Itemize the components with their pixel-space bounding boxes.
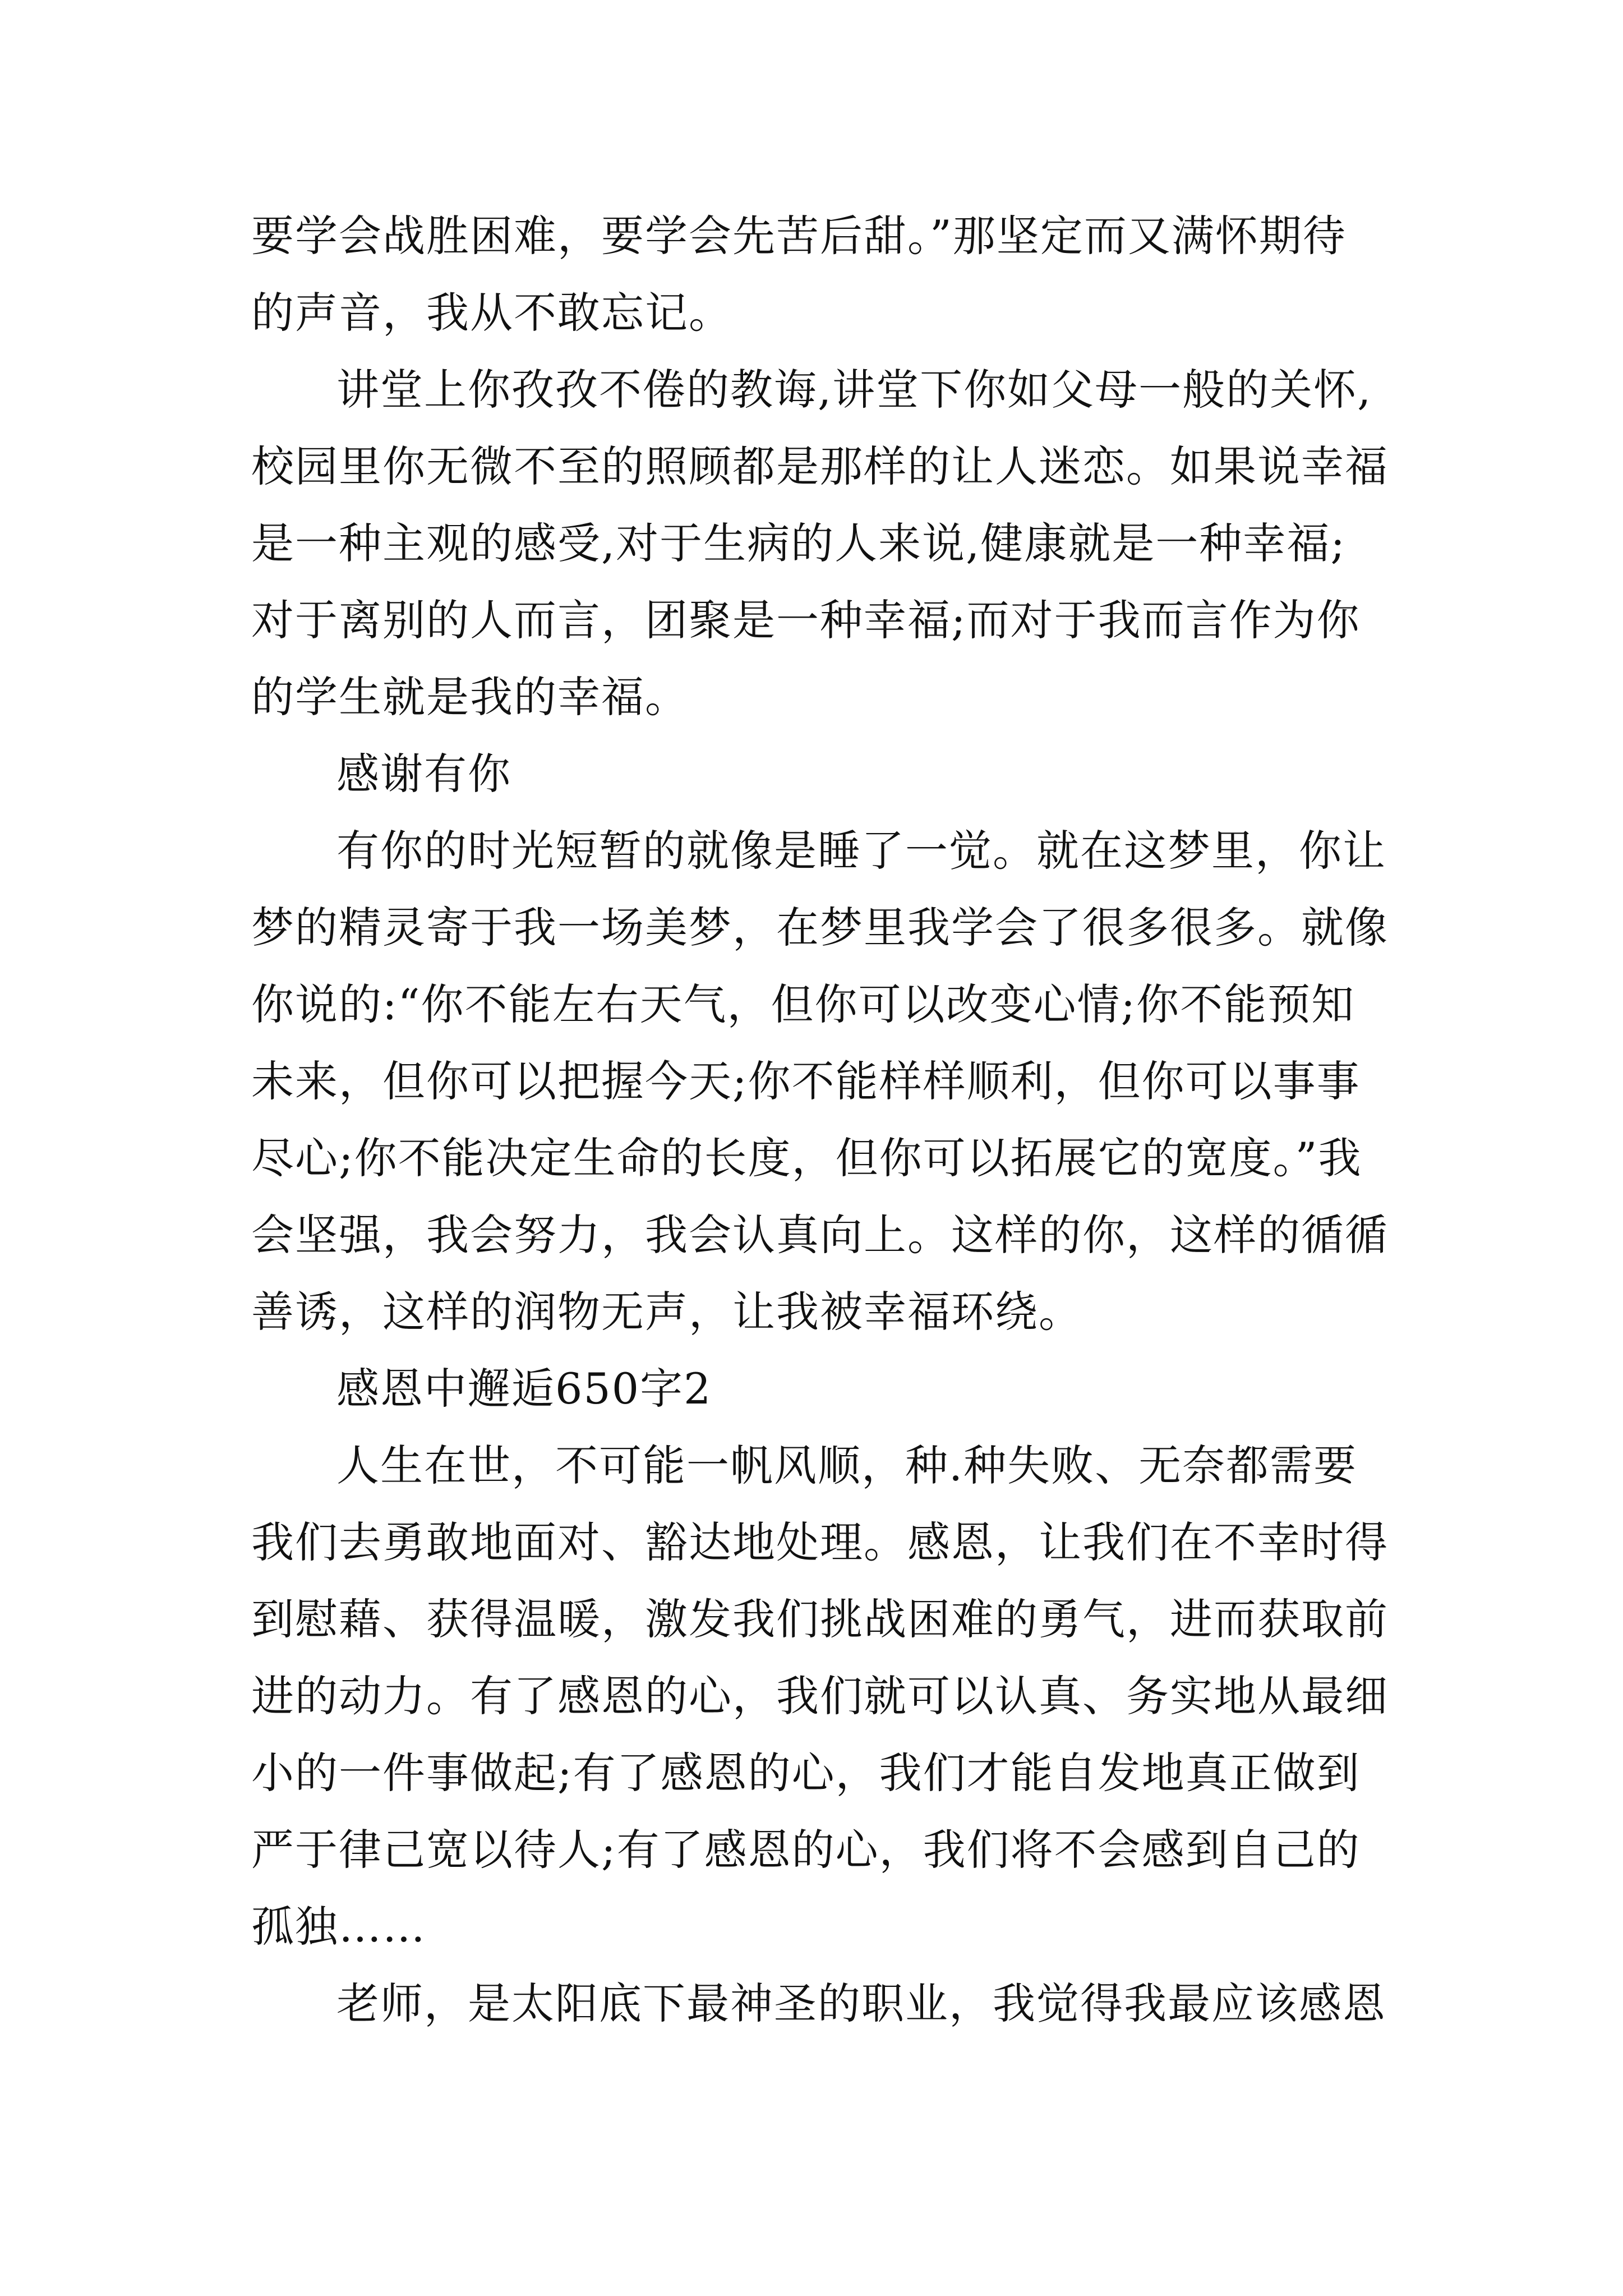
text-line-5: 是一种主观的感受,对于生病的人来说,健康就是一种幸福; <box>251 518 1346 568</box>
text-line-3: 讲堂上你孜孜不倦的教诲,讲堂下你如父母一般的关怀, <box>336 365 1372 415</box>
text-line-7: 的学生就是我的幸福。 <box>251 672 689 722</box>
text-line-20: 进的动力。有了感恩的心，我们就可以认真、务实地从最细 <box>251 1671 1389 1721</box>
text-line-4: 校园里你无微不至的照顾都是那样的让人迷恋。如果说幸福 <box>251 441 1389 491</box>
text-line-12: 未来，但你可以把握今天;你不能样样顺利，但你可以事事 <box>251 1056 1361 1106</box>
document-body <box>251 197 1407 2042</box>
text-line-13: 尽心;你不能决定生命的长度，但你可以拓展它的宽度。”我 <box>251 1133 1362 1183</box>
text-line-14: 会坚强，我会努力，我会认真向上。这样的你，这样的循循 <box>251 1210 1389 1260</box>
text-line-23: 孤独…… <box>251 1902 426 1952</box>
text-line-11: 你说的:“你不能左右天气，但你可以改变心情;你不能预知 <box>251 979 1355 1029</box>
text-line-15: 善诱，这样的润物无声，让我被幸福环绕。 <box>251 1287 1082 1337</box>
section-heading-essay-2: 感恩中邂逅650字2 <box>336 1364 712 1414</box>
text-line-22: 严于律己宽以待人;有了感恩的心，我们将不会感到自己的 <box>251 1825 1361 1875</box>
text-line-17: 人生在世，不可能一帆风顺，种.种失败、无奈都需要 <box>336 1441 1358 1490</box>
text-line-2: 的声音，我从不敢忘记。 <box>251 288 732 338</box>
text-line-18: 我们去勇敢地面对、豁达地处理。感恩，让我们在不幸时得 <box>251 1517 1389 1567</box>
text-line-6: 对于离别的人而言，团聚是一种幸福;而对于我而言作为你 <box>251 595 1361 645</box>
section-heading-thanks: 感谢有你 <box>336 749 511 799</box>
text-line-9: 有你的时光短暂的就像是睡了一觉。就在这梦里，你让 <box>336 826 1386 876</box>
text-line-10: 梦的精灵寄于我一场美梦，在梦里我学会了很多很多。就像 <box>251 903 1389 953</box>
text-line-21: 小的一件事做起;有了感恩的心，我们才能自发地真正做到 <box>251 1748 1361 1798</box>
text-line-24: 老师，是太阳底下最神圣的职业，我觉得我最应该感恩 <box>336 1978 1386 2028</box>
text-line-19: 到慰藉、获得温暖，激发我们挑战困难的勇气，进而获取前 <box>251 1594 1389 1644</box>
text-line-1: 要学会战胜困难，要学会先苦后甜。”那坚定而又满怀期待 <box>251 211 1347 261</box>
